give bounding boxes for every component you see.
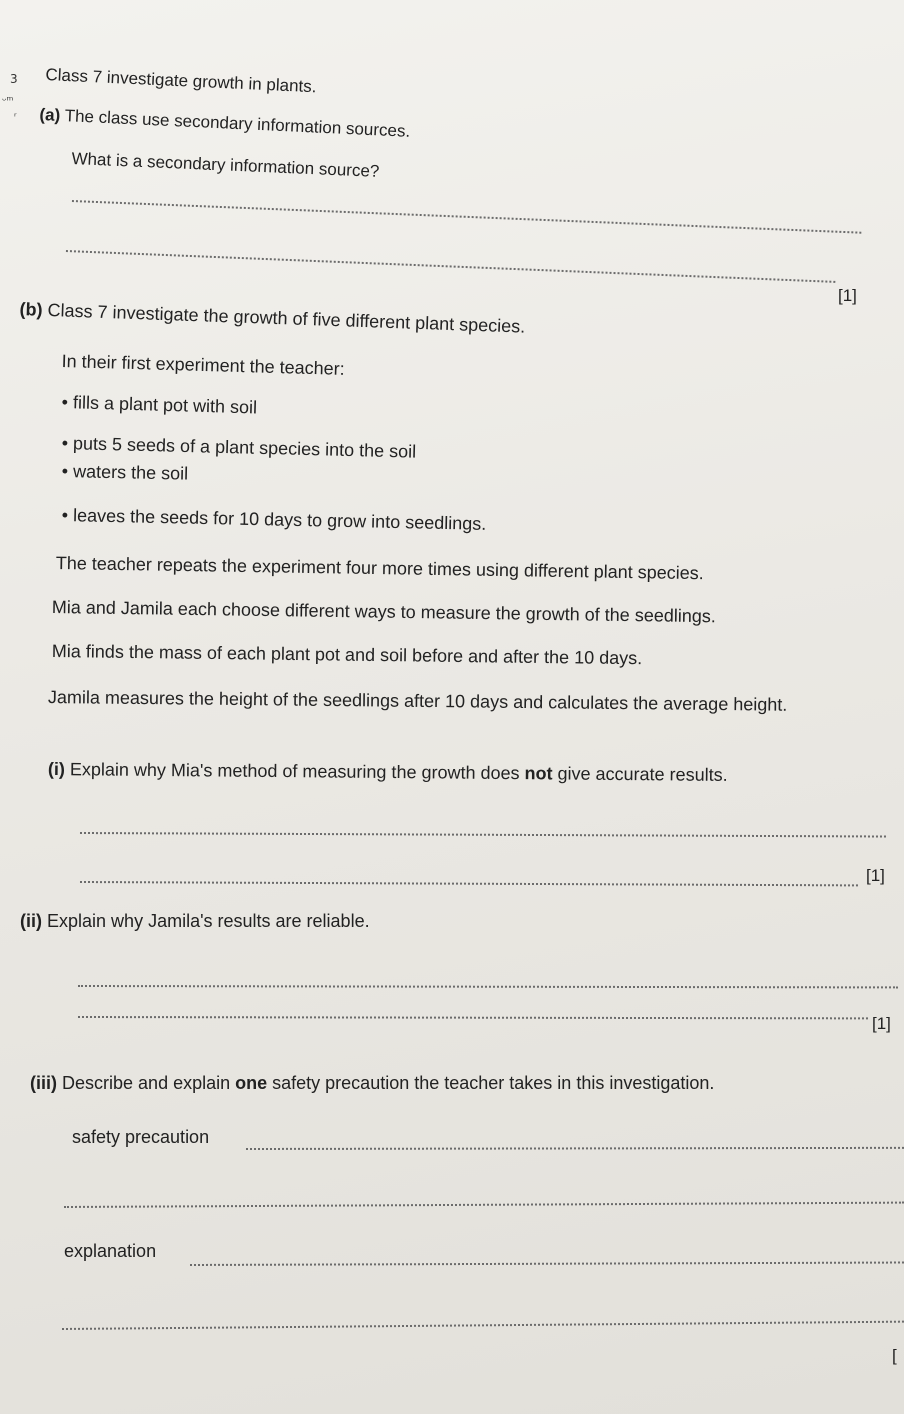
part-a-marks: [1]	[838, 286, 857, 305]
explanation-answer-line-2[interactable]	[62, 1321, 904, 1330]
part-b-line	[19, 298, 525, 338]
explanation-answer-line-1[interactable]	[190, 1262, 904, 1266]
list-item: • leaves the seeds for 10 days to grow into seedlings.	[61, 504, 487, 534]
emphasis-not: not	[524, 763, 553, 784]
safety-answer-line-1[interactable]	[246, 1147, 904, 1150]
repeat-text: The teacher repeats the experiment four more times using different plant species.	[55, 552, 704, 584]
answer-line-ii-2[interactable]	[78, 1016, 868, 1019]
mia-text: Mia finds the mass of each plant pot and soil before and after the 10 days.	[51, 640, 643, 669]
part-ii-marks: [1]	[872, 1014, 891, 1033]
part-b-label: (b)	[19, 298, 43, 320]
question-intro: Class 7 investigate growth in plants.	[45, 64, 317, 97]
part-iii-label: (iii)	[30, 1073, 57, 1093]
emphasis-one: one	[235, 1073, 268, 1093]
part-b-text: Class 7 investigate the growth of five different plant species.	[47, 299, 526, 337]
experiment-intro: In their first experiment the teacher:	[61, 350, 346, 379]
part-i-line: (i) Explain why Mia's method of measuring the growth does not give accurate results.	[47, 758, 728, 785]
part-ii-text: Explain why Jamila's results are reliable.	[47, 911, 370, 931]
answer-line-a-2[interactable]	[66, 250, 835, 283]
part-ii-label: (ii)	[20, 911, 42, 931]
answer-line-i-2[interactable]	[80, 881, 858, 886]
part-i-marks: [1]	[866, 866, 885, 885]
part-iii-marks-partial: [	[892, 1346, 897, 1365]
explanation-label: explanation	[64, 1241, 157, 1261]
answer-line-a-1[interactable]	[72, 200, 861, 234]
margin-tick: ʳ	[14, 112, 17, 123]
list-item: • waters the soil	[61, 460, 189, 484]
list-item: • puts 5 seeds of a plant species into the soil	[61, 432, 417, 462]
answer-line-i-1[interactable]	[80, 832, 886, 838]
safety-answer-line-2[interactable]	[64, 1202, 904, 1208]
part-i-label: (i)	[47, 758, 65, 780]
part-a-question: What is a secondary information source?	[71, 148, 380, 181]
jamila-text: Jamila measures the height of the seedlings after 10 days and calculates the average height.	[47, 686, 788, 715]
choose-text: Mia and Jamila each choose different ways to measure the growth of the seedlings.	[51, 596, 716, 627]
safety-precaution-label: safety precaution	[72, 1127, 210, 1147]
question-number: 3	[10, 72, 18, 86]
part-iii-line: (iii) Describe and explain one safety precaution the teacher takes in this investigation.	[30, 1073, 715, 1093]
list-item: • fills a plant pot with soil	[61, 391, 258, 418]
part-a-label: (a)	[39, 104, 61, 125]
part-a-line	[39, 104, 411, 143]
part-a-text: The class use secondary information sources.	[64, 106, 411, 141]
part-ii-line	[20, 910, 370, 932]
answer-line-ii-1[interactable]	[78, 985, 898, 988]
margin-scribble: ᵕᵐ	[2, 94, 14, 107]
